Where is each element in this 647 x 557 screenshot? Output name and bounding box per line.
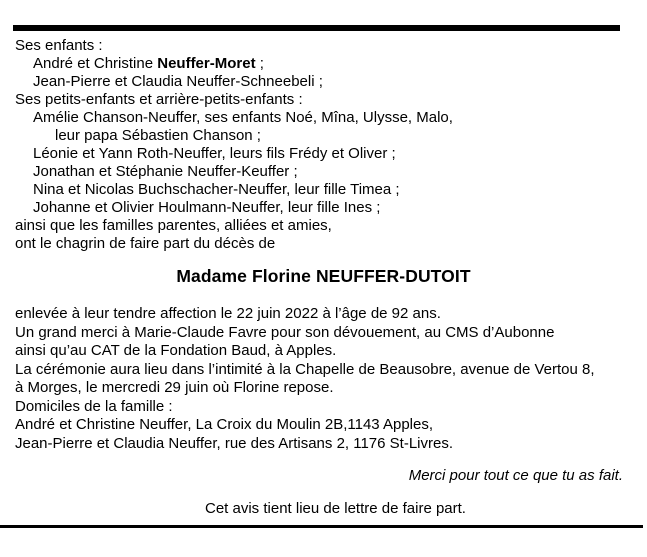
details-line: La cérémonie aura lieu dans l’intimité à la Chapelle de Beausobre, avenue de Vertou 8,: [15, 360, 595, 378]
details-line: Domiciles de la famille :: [15, 397, 173, 415]
deceased-name-title: Madame Florine NEUFFER-DUTOIT: [176, 266, 471, 286]
family-line: [33, 55, 453, 73]
details-line: André et Christine Neuffer, La Croix du Moulin 2B,1143 Apples,: [15, 416, 434, 433]
family-line: Ses petits-enfants et arrière-petits-enfants :: [15, 91, 303, 108]
family-line: Jonathan et Stéphanie Neuffer-Keuffer ;: [33, 163, 298, 180]
family-line-bold-surname: Neuffer-Moret: [157, 55, 256, 72]
details-line: ainsi qu’au CAT de la Fondation Baud, à Apples.: [15, 342, 337, 359]
details-line: Un grand merci à Marie-Claude Favre pour son dévouement, au CMS d’Aubonne: [15, 323, 555, 341]
family-line: leur papa Sébastien Chanson ;: [55, 127, 261, 144]
family-line: ainsi que les familles parentes, alliées et amies,: [15, 217, 332, 234]
family-line: Johanne et Olivier Houlmann-Neuffer, leur fille Ines ;: [33, 199, 381, 216]
details-line: Jean-Pierre et Claudia Neuffer, rue des Artisans 2, 1176 St-Livres.: [15, 434, 454, 452]
family-line: Amélie Chanson-Neuffer, ses enfants Noé, Mîna, Ulysse, Malo,: [33, 109, 453, 126]
details-line: enlevée à leur tendre affection le 22 juin 2022 à l’âge de 92 ans.: [15, 305, 441, 322]
top-divider: [13, 25, 620, 31]
family-line-suffix: ;: [255, 55, 264, 72]
footer-note: Cet avis tient lieu de lettre de faire part.: [205, 500, 466, 517]
family-line: ont le chagrin de faire part du décès de: [15, 235, 276, 252]
family-intro-section: [15, 37, 453, 253]
notice-details-section: [15, 305, 595, 453]
family-line-prefix: André et Christine: [33, 55, 158, 72]
family-line: Léonie et Yann Roth-Neuffer, leurs fils Frédy et Oliver ;: [33, 145, 396, 162]
family-line: Jean-Pierre et Claudia Neuffer-Schneebeli ;: [33, 73, 323, 90]
family-line: Nina et Nicolas Buchschacher-Neuffer, leur fille Timea ;: [33, 181, 400, 198]
bottom-divider: [0, 525, 643, 528]
family-line: Ses enfants :: [15, 37, 103, 54]
details-line: à Morges, le mercredi 29 juin où Florine repose.: [15, 379, 334, 396]
closing-quote: Merci pour tout ce que tu as fait.: [408, 467, 623, 484]
